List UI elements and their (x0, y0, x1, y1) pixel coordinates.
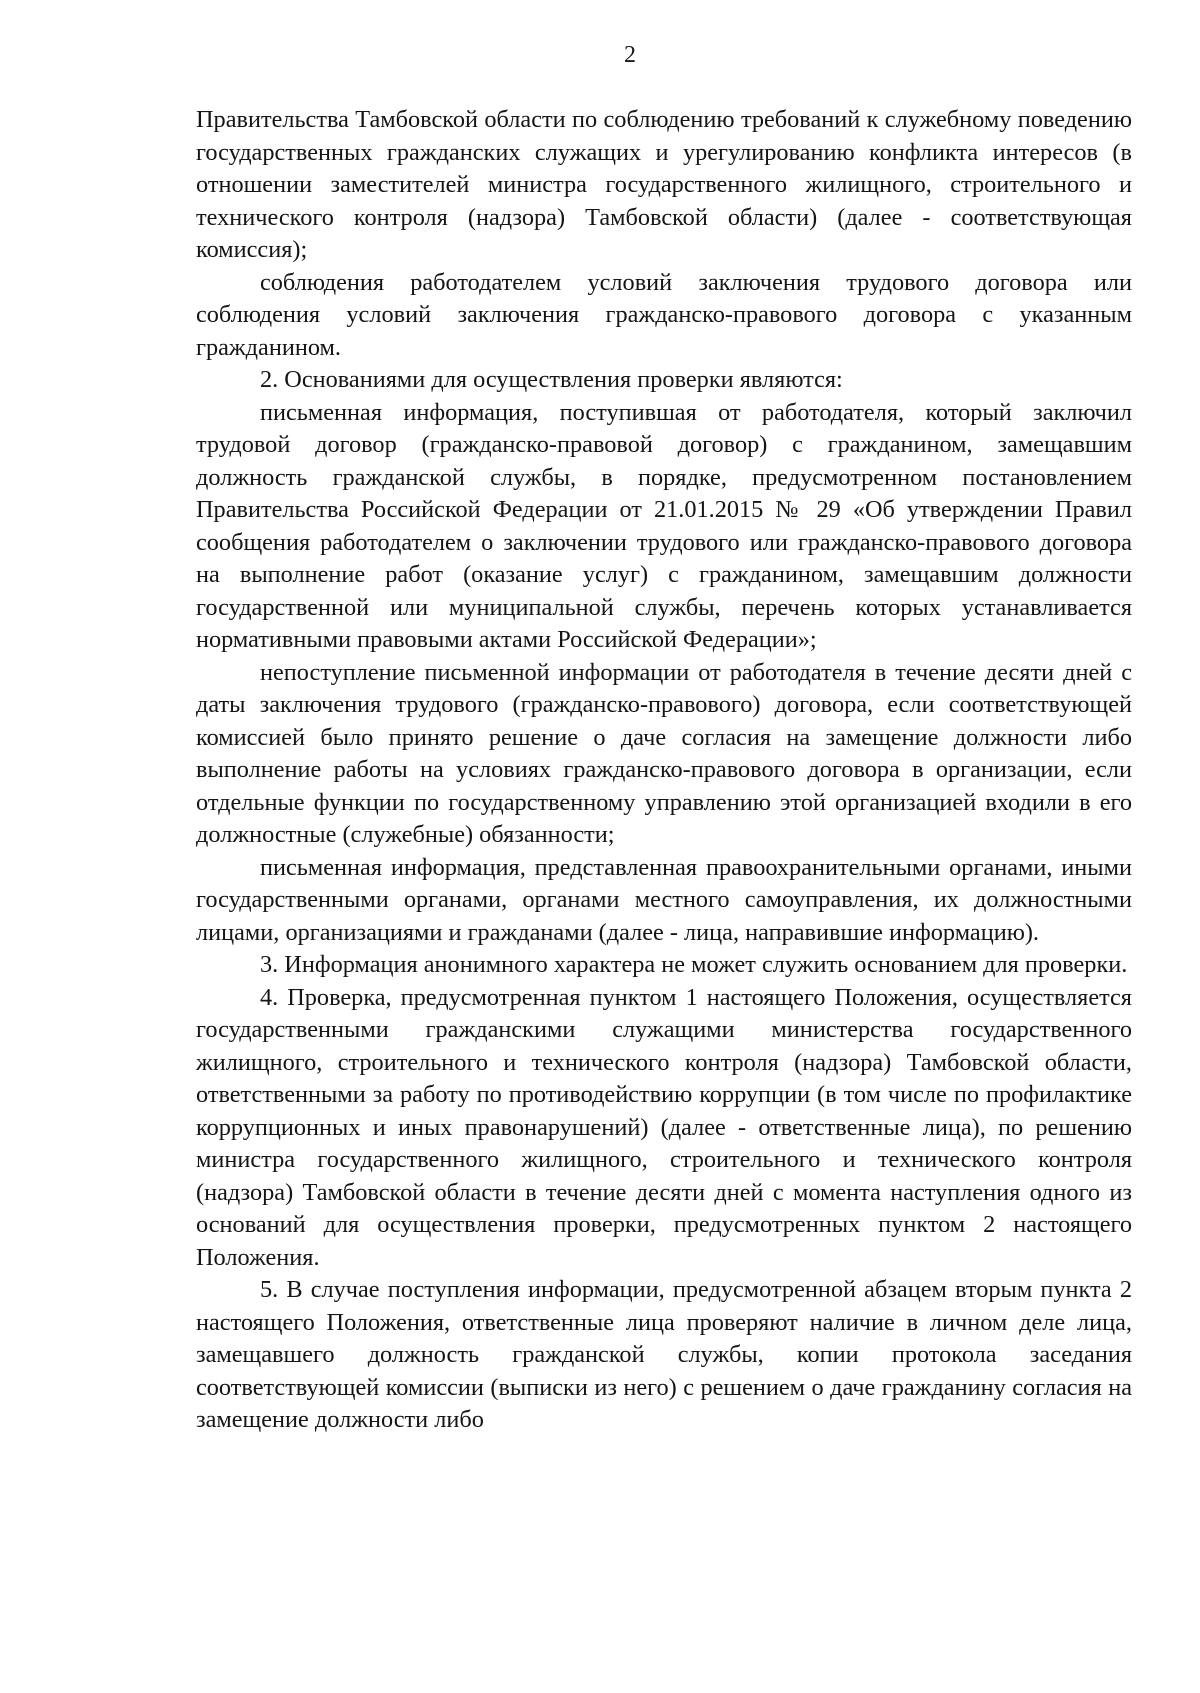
paragraph-7: 3. Информация анонимного характера не может служить основанием для проверки. (260, 951, 1128, 978)
paragraph-9: 5. В случае поступления информации, предусмотренной абзацем вторым пункта 2 настоящего Положения, ответственные лица проверяют наличие в личном деле лица, замещавшего должность гражданской службы, копии протокола заседания соответствующей комиссии (выписки из него) с решением о даче гражданину согласия на замещение должности либо (196, 1276, 1132, 1433)
paragraph-3: 2. Основаниями для осуществления проверки являются: (260, 366, 843, 393)
paragraph-1: Правительства Тамбовской области по соблюдению требований к служебному поведению государственных гражданских служащих и урегулированию конфликта интересов (в отношении заместителей министра государственного жилищного, строительного и технического контроля (надзора) Тамбовской области) (далее - соответствующая комиссия); (196, 106, 1132, 263)
document-body (196, 104, 1132, 1437)
paragraph-8: 4. Проверка, предусмотренная пунктом 1 настоящего Положения, осуществляется государственными гражданскими служащими министерства государственного жилищного, строительного и технического контроля (надзора) Тамбовской области, ответственными за работу по противодействию коррупции (в том числе по профилактике коррупционных и иных правонарушений) (далее - ответственные лица), по решению министра государственного жилищного, строительного и технического контроля (надзора) Тамбовской области в течение десяти дней с момента наступления одного из оснований для осуществления проверки, предусмотренных пунктом 2 настоящего Положения. (196, 983, 1132, 1271)
paragraph-2: соблюдения работодателем условий заключения трудового договора или соблюдения условий заключения гражданско-правового договора с указанным гражданином. (196, 268, 1132, 361)
paragraph-5: непоступление письменной информации от работодателя в течение десяти дней с даты заключения трудового (гражданско-правового) договора, если соответствующей комиссией было принято решение о даче согласия на замещение должности либо выполнение работы на условиях гражданско-правового договора в организации, если отдельные функции по государственному управлению этой организацией входили в его должностные (служебные) обязанности; (196, 658, 1132, 848)
page-number: 2 (624, 42, 636, 68)
paragraph-4: письменная информация, поступившая от работодателя, который заключил трудовой договор (гражданско-правовой договор) с гражданином, замещавшим должность гражданской службы, в порядке, предусмотренном постановлением Правительства Российской Федерации от 21.01.2015 № 29 «Об утверждении Правил сообщения работодателем о заключении трудового или гражданско-правового договора на выполнение работ (оказание услуг) с гражданином, замещавшим должности государственной или муниципальной службы, перечень которых устанавливается нормативными правовыми актами Российской Федерации»; (196, 398, 1132, 653)
paragraph-6: письменная информация, представленная правоохранительными органами, иными государственными органами, органами местного самоуправления, их должностными лицами, организациями и гражданами (далее - лица, направившие информацию). (196, 853, 1132, 946)
